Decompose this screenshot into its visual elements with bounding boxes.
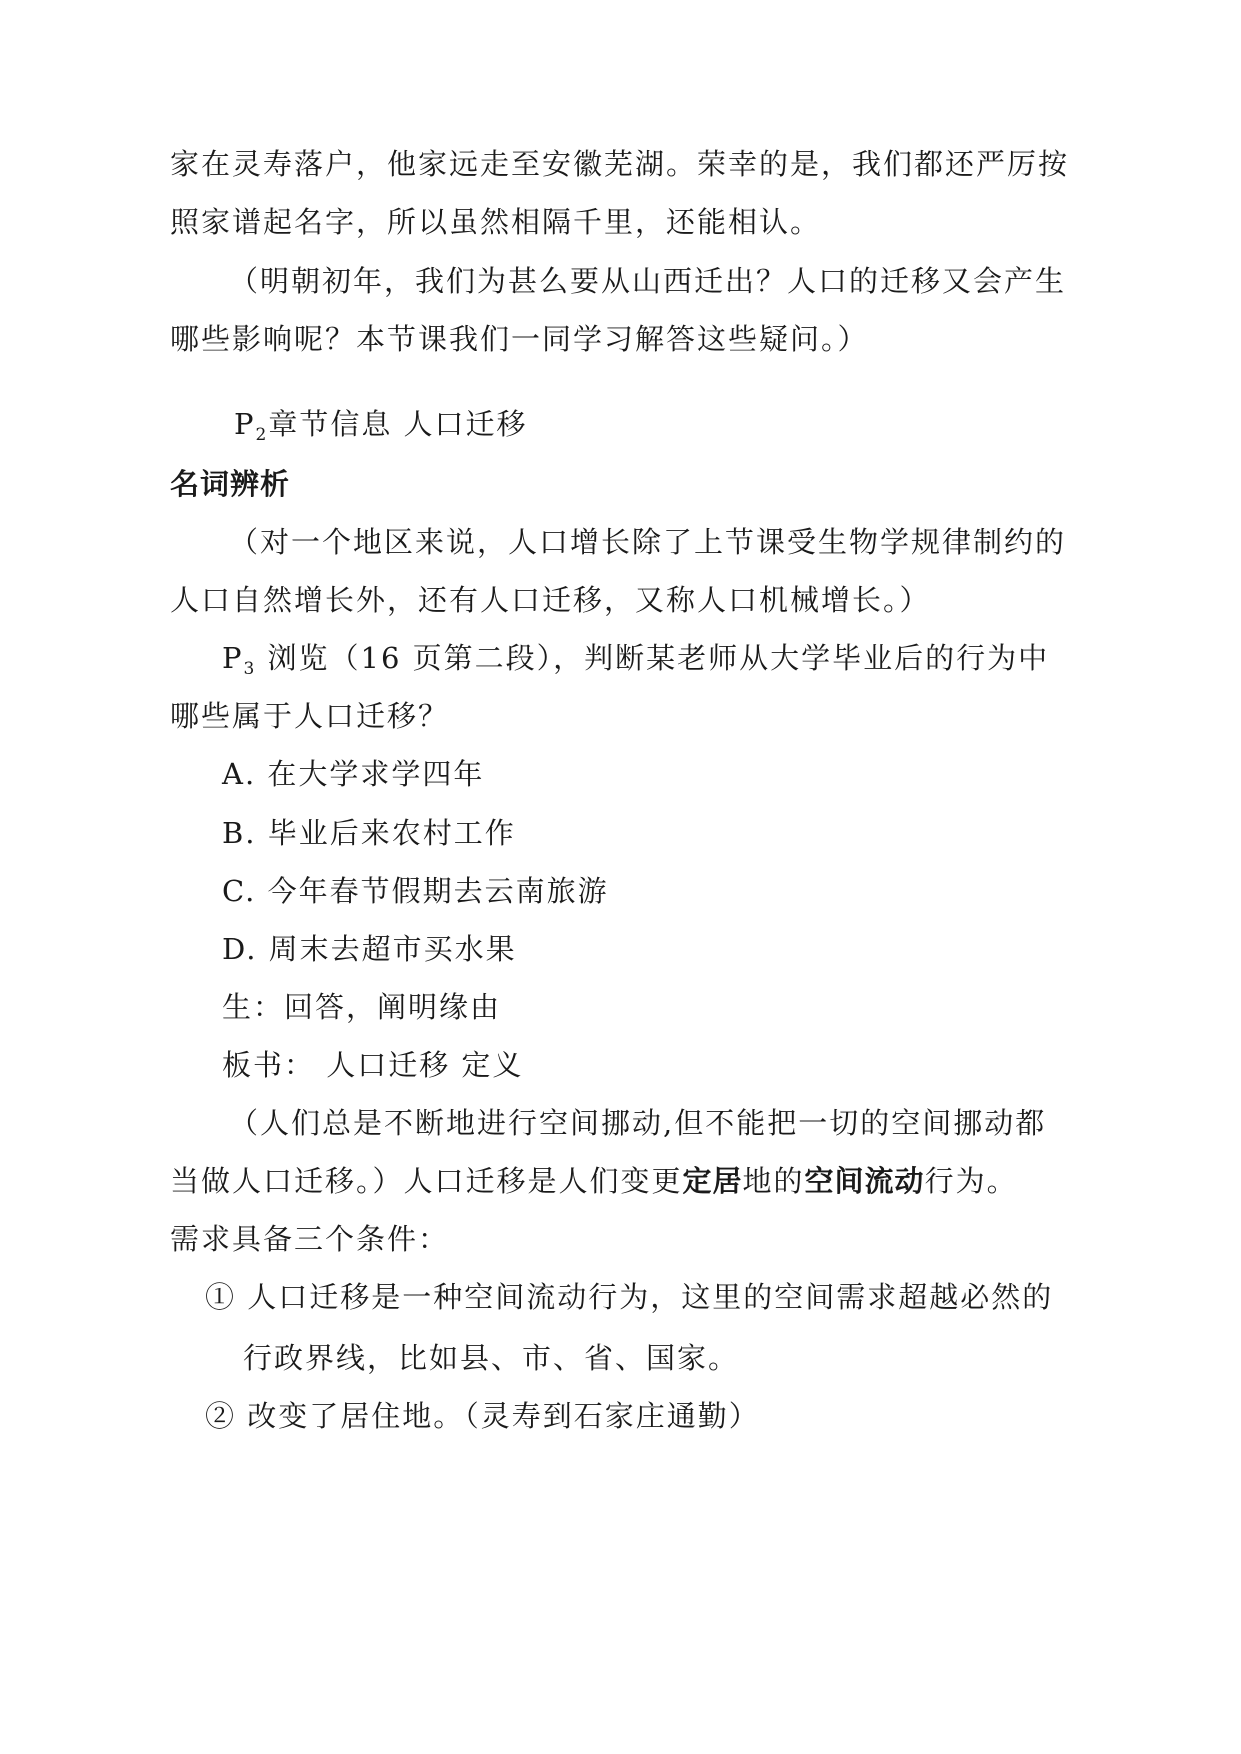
paragraph-2-line-1: （明朝初年，我们为甚么要从山西迁出？人口的迁移又会产生 [229,264,1067,298]
definition-text-c: 行为。 [924,1164,1018,1198]
paragraph-3-line-cont: 哪些属于人口迁移？ [170,699,450,733]
option-a: A. 在大学求学四年 [222,757,485,791]
paragraph-2-line-2: 哪些影响呢？本节课我们一同学习解答这些疑问。） [170,322,869,356]
section-heading: 名词辨析 [170,467,291,501]
student-response: 生：回答，阐明缘由 [222,990,502,1024]
option-b: B. 毕业后来农村工作 [222,816,516,850]
slide-label-text: 章节信息 人口迁移 [268,407,528,441]
definition-keyword-spatial-flow: 空间流动 [804,1164,925,1198]
paragraph-4-line-3: 需求具备三个条件： [170,1222,450,1256]
paragraph-3-line-1: （对一个地区来说，人口增长除了上节课受生物学规律制约的 [229,525,1067,559]
condition-2: ② 改变了居住地。（灵寿到石家庄通勤） [205,1399,760,1433]
option-c: C. 今年春节假期去云南旅游 [222,874,609,908]
paragraph-4-line-2 [170,1163,1018,1199]
condition-1-line-2: 行政界线，比如县、市、省、国家。 [243,1341,740,1375]
definition-keyword-residence: 定居 [682,1164,743,1198]
slide-label-main: P [234,407,256,441]
slide-label-sub: 2 [255,425,269,445]
slide-label-main: P [222,641,244,675]
paragraph-1-line-2: 照家谱起名字，所以虽然相隔千里，还能相认。 [170,205,822,239]
slide-label-p2 [234,406,528,445]
option-d: D. 周末去超市买水果 [222,932,517,966]
board-note: 板书： 人口迁移 定义 [222,1048,524,1082]
paragraph-1-line-1: 家在灵寿落户，他家远走至安徽芜湖。荣幸的是，我们都还严厉按 [170,147,1070,181]
paragraph-4-line-1: （人们总是不断地进行空间挪动,但不能把一切的空间挪动都 [229,1106,1047,1140]
condition-1-line-1: ① 人口迁移是一种空间流动行为，这里的空间需求超越必然的 [205,1280,1054,1314]
paragraph-3-line-2: 人口自然增长外，还有人口迁移，又称人口机械增长。） [170,583,931,617]
slide-label-p3 [222,640,1050,679]
definition-text-a: 当做人口迁移。）人口迁移是人们变更 [170,1164,683,1198]
slide-label-sub: 3 [243,659,257,679]
definition-text-b: 地的 [742,1164,805,1198]
slide-label-text: 浏览（16 页第二段），判断某老师从大学毕业后的行为中 [256,641,1050,675]
